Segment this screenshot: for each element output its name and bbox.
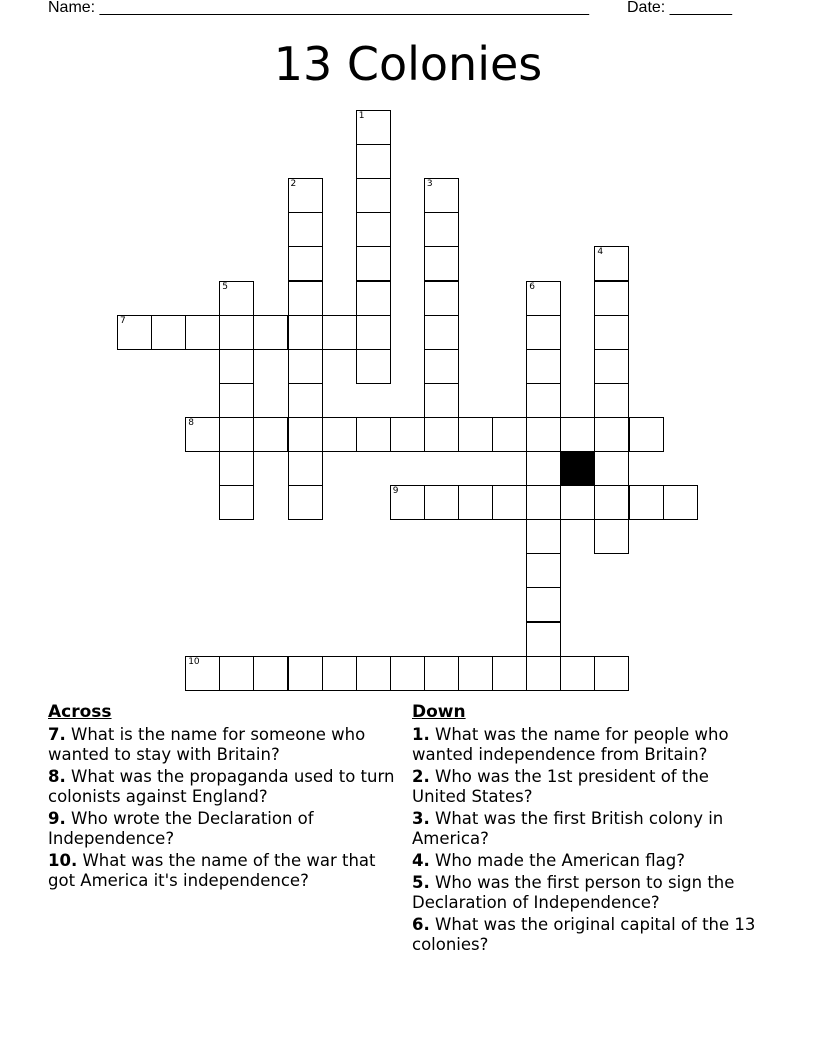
grid-cell[interactable] <box>185 656 220 691</box>
grid-cell[interactable] <box>219 281 254 316</box>
grid-cell[interactable] <box>356 349 391 384</box>
grid-cell[interactable] <box>288 383 323 418</box>
cell-number: 2 <box>290 179 297 190</box>
across-clue: 9. Who wrote the Declaration of Independence? <box>48 809 314 848</box>
grid-cell[interactable] <box>526 587 561 622</box>
grid-cell[interactable] <box>390 485 425 520</box>
grid-cell[interactable] <box>356 281 391 316</box>
grid-cell[interactable] <box>288 417 323 452</box>
grid-cell[interactable] <box>594 246 629 281</box>
grid-cell[interactable] <box>253 656 288 691</box>
down-clues <box>412 701 762 957</box>
cell-number: 8 <box>188 417 194 428</box>
cell-number: 9 <box>392 486 399 497</box>
grid-cell[interactable] <box>322 315 357 350</box>
grid-cell[interactable] <box>185 417 220 452</box>
grid-cell[interactable] <box>288 315 323 350</box>
grid-cell[interactable] <box>424 349 459 384</box>
grid-cell[interactable] <box>288 212 323 247</box>
cell-number: 1 <box>358 111 365 121</box>
grid-cell[interactable] <box>219 656 254 691</box>
grid-cell[interactable] <box>288 178 323 213</box>
grid-cell[interactable] <box>219 417 254 452</box>
grid-cell[interactable] <box>424 178 459 213</box>
grid-cell[interactable] <box>253 315 288 350</box>
grid-cell[interactable] <box>356 315 391 350</box>
grid-cell[interactable] <box>526 519 561 554</box>
grid-cell[interactable] <box>594 349 629 384</box>
cell-number: 4 <box>597 247 604 258</box>
grid-cell[interactable] <box>117 315 152 350</box>
grid-cell[interactable] <box>356 246 391 281</box>
grid-cell[interactable] <box>594 315 629 350</box>
grid-cell[interactable] <box>594 451 629 486</box>
grid-cell[interactable] <box>424 212 459 247</box>
cell-number: 6 <box>529 281 535 292</box>
grid-cell[interactable] <box>629 485 664 520</box>
grid-cell[interactable] <box>185 315 220 350</box>
cell-number: 3 <box>426 179 433 190</box>
grid-cell[interactable] <box>253 417 288 452</box>
grid-cell[interactable] <box>560 417 595 452</box>
grid-cell[interactable] <box>356 110 391 145</box>
grid-cell[interactable] <box>424 281 459 316</box>
grid-cell[interactable] <box>356 656 391 691</box>
grid-cell[interactable] <box>219 383 254 418</box>
grid-cell[interactable] <box>458 417 493 452</box>
blocked-cell <box>560 451 595 486</box>
down-clue: 6. What was the original capital of the 13 colonies? <box>412 915 756 954</box>
grid-cell[interactable] <box>526 281 561 316</box>
down-clue: 1. What was the name for people who wanted independence from Britain? <box>412 725 729 764</box>
across-clue: 8. What was the propaganda used to turn colonists against England? <box>48 767 395 806</box>
grid-cell[interactable] <box>390 656 425 691</box>
grid-cell[interactable] <box>594 281 629 316</box>
grid-cell[interactable] <box>356 178 391 213</box>
grid-cell[interactable] <box>526 315 561 350</box>
grid-cell[interactable] <box>492 485 527 520</box>
grid-cell[interactable] <box>594 485 629 520</box>
grid-cell[interactable] <box>219 349 254 384</box>
grid-cell[interactable] <box>526 383 561 418</box>
across-clue: 10. What was the name of the war that got America it's independence? <box>48 851 376 890</box>
grid-cell[interactable] <box>219 451 254 486</box>
page-title: 13 Colonies <box>273 37 543 91</box>
grid-cell[interactable] <box>356 417 391 452</box>
grid-cell[interactable] <box>424 246 459 281</box>
grid-cell[interactable] <box>526 349 561 384</box>
grid-cell[interactable] <box>356 144 391 179</box>
grid-cell[interactable] <box>424 383 459 418</box>
grid-cell[interactable] <box>594 656 629 691</box>
grid-cell[interactable] <box>288 349 323 384</box>
across-clues <box>48 701 398 893</box>
across-heading: Across <box>48 702 112 722</box>
grid-cell[interactable] <box>526 451 561 486</box>
cell-number: 7 <box>120 315 126 326</box>
grid-cell[interactable] <box>288 656 323 691</box>
grid-cell[interactable] <box>492 417 527 452</box>
grid-cell[interactable] <box>492 656 527 691</box>
name-field-label[interactable]: Name: _______________________________________________________ <box>48 0 589 16</box>
grid-cell[interactable] <box>322 417 357 452</box>
grid-cell[interactable] <box>288 485 323 520</box>
grid-cell[interactable] <box>151 315 186 350</box>
down-heading: Down <box>412 702 466 722</box>
grid-cell[interactable] <box>322 656 357 691</box>
grid-cell[interactable] <box>458 656 493 691</box>
grid-cell[interactable] <box>594 383 629 418</box>
grid-cell[interactable] <box>288 451 323 486</box>
across-clue: 7. What is the name for someone who wanted to stay with Britain? <box>48 725 366 764</box>
grid-cell[interactable] <box>424 485 459 520</box>
cell-number: 10 <box>188 656 200 667</box>
grid-cell[interactable] <box>526 622 561 657</box>
grid-cell[interactable] <box>219 485 254 520</box>
grid-cell[interactable] <box>390 417 425 452</box>
grid-cell[interactable] <box>458 485 493 520</box>
grid-cell[interactable] <box>219 315 254 350</box>
grid-cell[interactable] <box>560 656 595 691</box>
grid-cell[interactable] <box>663 485 698 520</box>
grid-cell[interactable] <box>526 553 561 588</box>
cell-number: 5 <box>222 281 229 292</box>
grid-cell[interactable] <box>594 519 629 554</box>
grid-cell[interactable] <box>356 212 391 247</box>
down-clue: 3. What was the first British colony in America? <box>412 809 724 848</box>
down-clue: 5. Who was the first person to sign the Declaration of Independence? <box>412 873 735 912</box>
grid-cell[interactable] <box>424 656 459 691</box>
grid-cell[interactable] <box>424 417 459 452</box>
grid-cell[interactable] <box>526 485 561 520</box>
grid-cell[interactable] <box>424 315 459 350</box>
down-clue: 2. Who was the 1st president of the United States? <box>412 767 709 806</box>
grid-cell[interactable] <box>288 281 323 316</box>
date-field-label[interactable]: Date: _______ <box>627 0 732 16</box>
grid-cell[interactable] <box>629 417 664 452</box>
grid-cell[interactable] <box>594 417 629 452</box>
grid-cell[interactable] <box>560 485 595 520</box>
down-clue: 4. Who made the American flag? <box>412 851 685 870</box>
grid-cell[interactable] <box>526 656 561 691</box>
grid-cell[interactable] <box>288 246 323 281</box>
grid-cell[interactable] <box>526 417 561 452</box>
